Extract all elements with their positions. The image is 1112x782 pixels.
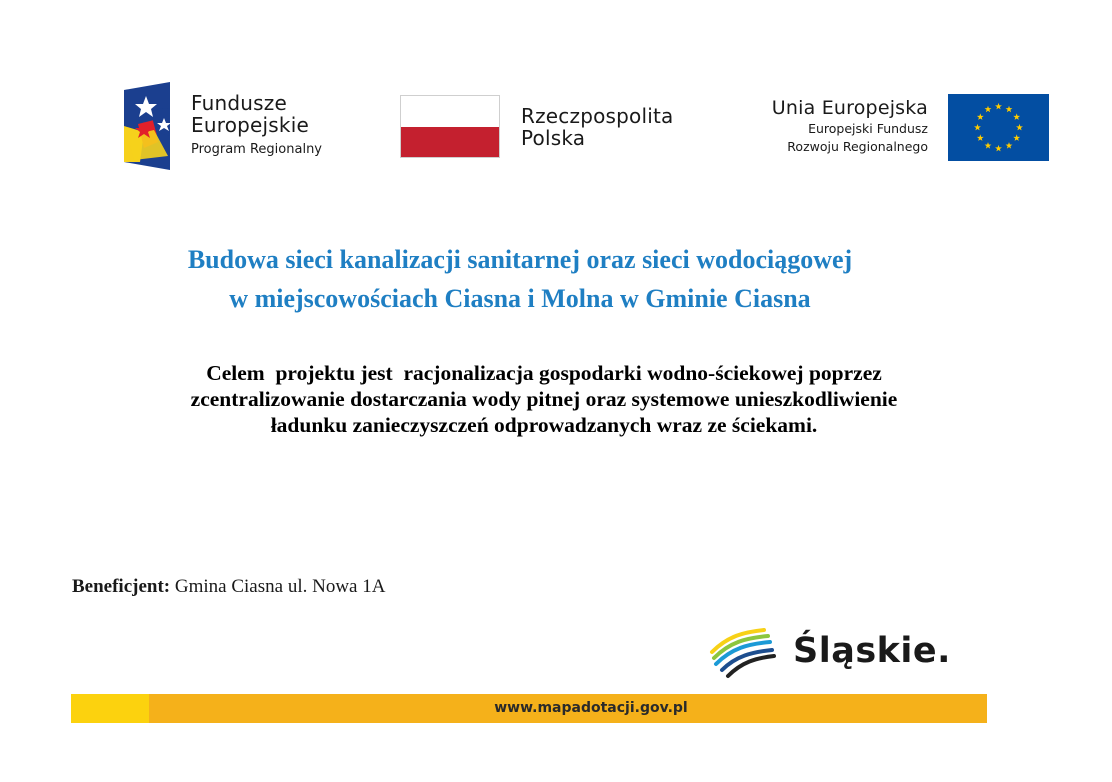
project-goal-line3: ładunku zanieczyszczeń odprowadzanych wraz ze ściekami. [270,413,818,437]
unia-line3: Rozwoju Regionalnego [787,139,928,154]
fundusze-line2: Europejskie [191,113,309,137]
slaskie-wordmark: Śląskie. [793,631,951,671]
footer-bar [71,694,987,723]
fundusze-line1: Fundusze [191,91,287,115]
unia-europejska-logo [752,94,1052,162]
project-title-line2: w miejscowościach Ciasna i Molna w Gminie Ciasna [229,284,811,313]
rzeczpospolita-line1: Rzeczpospolita [521,104,674,128]
polish-flag-icon [400,95,500,158]
rzeczpospolita-line2: Polska [521,126,586,150]
beneficiary-line [72,576,385,598]
fundusze-europejskie-logo [124,82,354,172]
unia-line2: Europejski Fundusz [808,121,928,136]
fundusze-line3: Program Regionalny [191,142,322,157]
project-goal [0,360,1088,438]
project-title [0,240,1040,318]
footer-accent [71,694,149,723]
slaskie-logo [708,622,968,682]
beneficiary-value: Gmina Ciasna ul. Nowa 1A [174,576,386,597]
slaskie-waves-icon [708,622,778,682]
fundusze-europejskie-emblem [124,82,188,172]
eu-flag-icon [948,94,1049,161]
project-goal-line1: Celem projektu jest racjonalizacja gospodarki wodno-ściekowej poprzez [206,361,882,385]
unia-line1: Unia Europejska [771,97,928,119]
project-goal-line2: zcentralizowanie dostarczania wody pitnej oraz systemowe unieszkodliwienie [190,387,898,411]
footer-url[interactable]: www.mapadotacji.gov.pl [494,700,688,716]
beneficiary-label: Beneficjent: [72,576,171,597]
rzeczpospolita-polska-logo [400,94,700,162]
project-title-line1: Budowa sieci kanalizacji sanitarnej oraz sieci wodociągowej [187,245,853,274]
